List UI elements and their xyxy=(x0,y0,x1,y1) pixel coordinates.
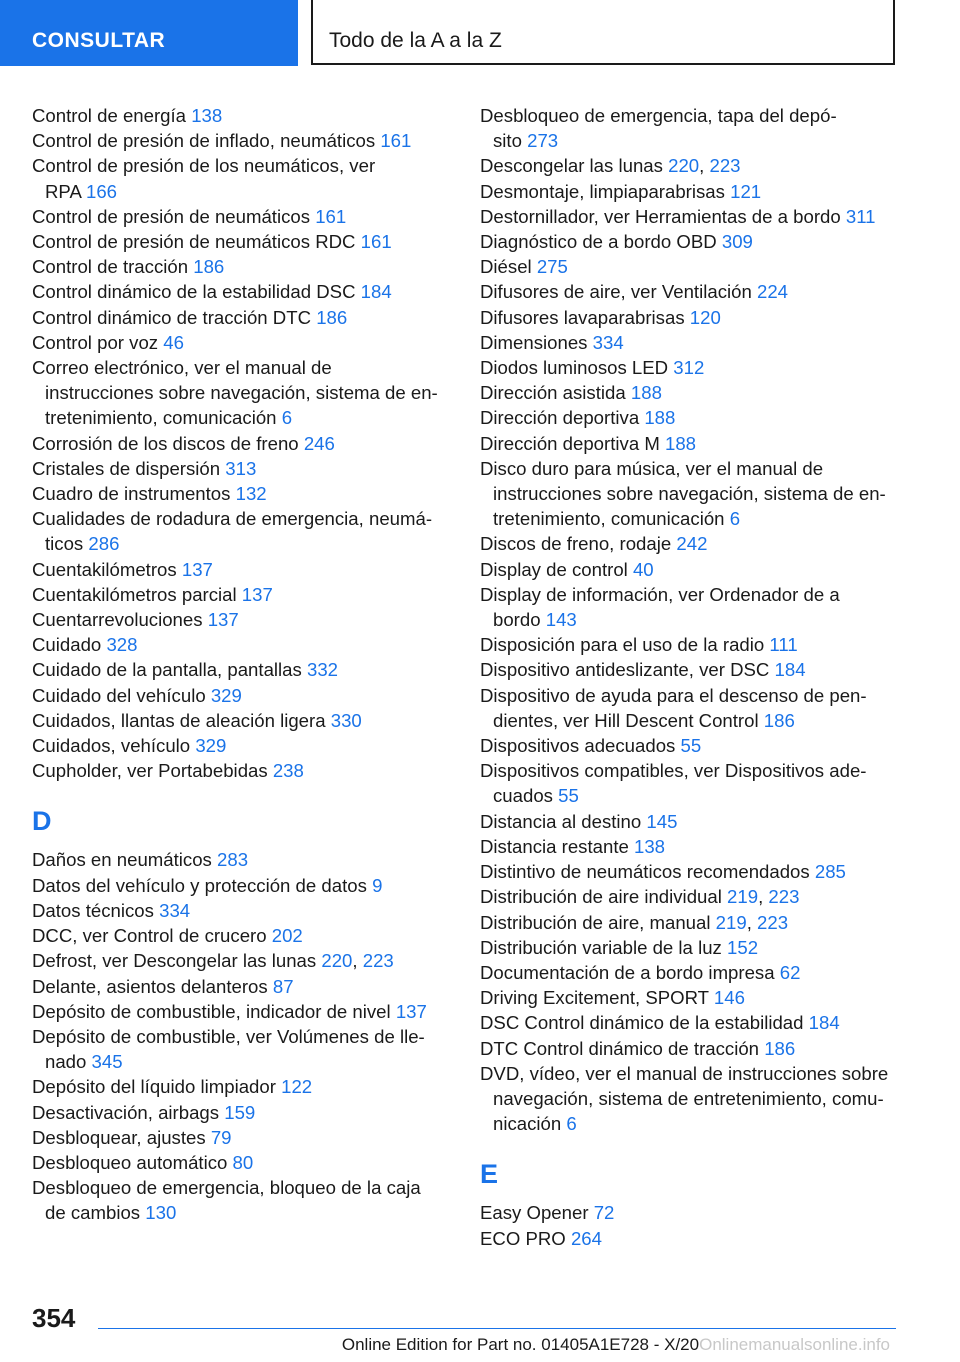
entry-text: Cuidado del vehículo xyxy=(32,684,206,706)
entry-text: Display de información, ver Ordenador de a xyxy=(480,583,840,605)
index-entry xyxy=(32,898,452,923)
page-link[interactable]: 329 xyxy=(195,735,227,757)
page-link[interactable]: 62 xyxy=(779,961,801,983)
index-entry: Distribución de aire, manual 219, 223 xyxy=(480,911,789,933)
index-entry xyxy=(32,847,452,872)
entry-text: RPA xyxy=(45,180,81,202)
entry-text: Cuentarrevoluciones xyxy=(32,609,203,631)
entry-text: ticos xyxy=(45,533,84,555)
entry-text: Dispositivo de ayuda para el descenso de pen- xyxy=(480,684,867,706)
page-link[interactable]: 329 xyxy=(210,684,242,706)
entry-text: Datos del vehículo y protección de datos xyxy=(32,874,367,896)
entry-text: Depósito de combustible, indicador de nivel xyxy=(32,1000,391,1022)
index-entry xyxy=(480,103,900,153)
index-entry: Distribución de aire individual 219, 223 xyxy=(480,886,800,908)
entry-text: Control dinámico de la estabilidad DSC xyxy=(32,281,356,303)
entry-text: Display de control xyxy=(480,558,628,580)
index-entry xyxy=(480,279,900,304)
index-entry xyxy=(480,582,900,632)
page-link[interactable]: 184 xyxy=(360,281,392,303)
index-entry xyxy=(32,229,452,254)
entry-text: DCC, ver Control de crucero xyxy=(32,925,267,947)
entry-text: Delante, asientos delanteros xyxy=(32,975,268,997)
page-link[interactable]: 186 xyxy=(763,709,795,731)
entry-text: Driving Excitement, SPORT xyxy=(480,987,709,1009)
page-link[interactable]: 166 xyxy=(86,180,118,202)
entry-text: Easy Opener xyxy=(480,1202,589,1224)
page-link[interactable]: 188 xyxy=(664,432,697,454)
index-entry xyxy=(480,809,900,834)
entry-text: Dimensiones xyxy=(480,331,588,353)
index-entry xyxy=(32,456,452,481)
page-link[interactable]: 186 xyxy=(316,306,348,328)
page-link[interactable]: 286 xyxy=(88,533,120,555)
index-entry xyxy=(480,557,900,582)
page-link[interactable]: 238 xyxy=(272,760,304,782)
page-link[interactable]: 219 xyxy=(727,886,759,908)
index-entry xyxy=(32,279,452,304)
entry-text: Cuadro de instrumentos xyxy=(32,483,231,505)
index-entry xyxy=(480,657,900,682)
entry-text: Cualidades de rodadura de emergencia, neumá- xyxy=(32,508,433,530)
index-entry xyxy=(480,204,900,229)
entry-text: navegación, sistema de entretenimiento, comu- xyxy=(493,1087,884,1109)
entry-text: Cuidados, llantas de aleación ligera xyxy=(32,709,326,731)
entry-text: bordo xyxy=(493,609,541,631)
page-link[interactable]: 121 xyxy=(730,180,762,202)
index-entry xyxy=(32,1175,452,1225)
entry-text: Dirección deportiva xyxy=(480,407,640,429)
page-link[interactable]: 275 xyxy=(536,256,568,278)
page-link[interactable]: 132 xyxy=(235,483,267,505)
page-link[interactable]: 111 xyxy=(769,634,798,656)
page-link[interactable]: 137 xyxy=(395,1000,427,1022)
entry-text: Distancia al destino xyxy=(480,810,642,832)
page-link[interactable]: 137 xyxy=(181,558,213,580)
page-link[interactable]: 161 xyxy=(315,205,347,227)
entry-text: Control de presión de neumáticos RDC xyxy=(32,231,356,253)
page-link[interactable]: 223 xyxy=(768,886,800,908)
entry-text: Desbloqueo automático xyxy=(32,1151,228,1173)
entry-text: DSC Control dinámico de la estabilidad xyxy=(480,1012,804,1034)
index-entry xyxy=(32,1024,452,1074)
page-link[interactable]: 223 xyxy=(709,155,741,177)
entry-text: Control dinámico de tracción DTC xyxy=(32,306,312,328)
page-link[interactable]: 220 xyxy=(668,155,700,177)
entry-text: Cuidados, vehículo xyxy=(32,735,191,757)
page-link[interactable]: 309 xyxy=(721,231,753,253)
page-link[interactable]: 79 xyxy=(210,1126,232,1148)
index-entry xyxy=(32,1074,452,1099)
page-link[interactable]: 161 xyxy=(380,130,412,152)
entry-text: ECO PRO xyxy=(480,1227,566,1249)
entry-text: Diésel xyxy=(480,256,532,278)
index-entry xyxy=(32,481,452,506)
page-link[interactable]: 188 xyxy=(630,382,662,404)
entry-text: instrucciones sobre navegación, sistema de en- xyxy=(45,382,438,404)
page-link[interactable]: 55 xyxy=(558,785,579,807)
page-link[interactable]: 137 xyxy=(207,609,239,631)
page-link[interactable]: 332 xyxy=(306,659,339,681)
index-entry xyxy=(32,330,452,355)
page-link[interactable]: 9 xyxy=(372,874,383,896)
index-entry xyxy=(480,834,900,859)
entry-text: Dispositivo antideslizante, ver DSC xyxy=(480,659,770,681)
entry-text: Depósito del líquido limpiador xyxy=(32,1076,276,1098)
index-entry xyxy=(480,179,900,204)
page-link[interactable]: 72 xyxy=(593,1202,615,1224)
page-link[interactable]: 40 xyxy=(632,558,654,580)
page-header xyxy=(0,0,960,66)
page-link[interactable]: 143 xyxy=(545,609,577,631)
entry-text: Diagnóstico de a bordo OBD xyxy=(480,231,717,253)
page-link[interactable]: 6 xyxy=(281,407,293,429)
entry-text: DTC Control dinámico de tracción xyxy=(480,1037,760,1059)
entry-text: Correo electrónico, ver el manual de xyxy=(32,357,332,379)
page-link[interactable]: 283 xyxy=(217,849,249,871)
index-entry xyxy=(32,999,452,1024)
page-link[interactable]: 6 xyxy=(566,1113,577,1135)
page-link[interactable]: 184 xyxy=(774,659,806,681)
entry-text: Desactivación, airbags xyxy=(32,1101,220,1123)
entry-text: Cuentakilómetros parcial xyxy=(32,583,237,605)
entry-text: Distribución de aire, manual xyxy=(480,911,711,933)
index-entry xyxy=(32,657,452,682)
index-entry xyxy=(32,254,452,279)
page-link[interactable]: 219 xyxy=(715,911,747,933)
index-entry xyxy=(480,531,900,556)
entry-text: Dispositivos compatibles, ver Dispositivos ade- xyxy=(480,760,867,782)
page-link[interactable]: 6 xyxy=(729,508,741,530)
page-link[interactable]: 224 xyxy=(757,281,789,303)
entry-text: Distintivo de neumáticos recomendados xyxy=(480,861,810,883)
index-entry xyxy=(32,355,452,431)
index-entry xyxy=(32,1125,452,1150)
entry-text: Dispositivos adecuados xyxy=(480,735,676,757)
index-entry xyxy=(480,330,900,355)
index-entry xyxy=(480,305,900,330)
entry-text: DVD, vídeo, ver el manual de instrucciones sobre xyxy=(480,1062,889,1084)
entry-text: Diodos luminosos LED xyxy=(480,357,669,379)
index-entry xyxy=(32,873,452,898)
page-link[interactable]: 120 xyxy=(689,306,721,328)
page-link[interactable]: 223 xyxy=(757,911,789,933)
index-entry xyxy=(32,153,452,203)
letter-heading: D xyxy=(32,806,52,837)
entry-text: Desbloqueo de emergencia, bloqueo de la caja xyxy=(32,1177,421,1199)
entry-text: Control de energía xyxy=(32,105,187,126)
page-link[interactable]: 273 xyxy=(527,130,559,152)
page-link[interactable]: 80 xyxy=(232,1151,254,1173)
page-link[interactable]: 223 xyxy=(362,950,394,972)
page-link[interactable]: 311 xyxy=(845,205,876,227)
entry-text: Datos técnicos xyxy=(32,899,154,921)
entry-text: Control de presión de los neumáticos, ver xyxy=(32,155,376,177)
entry-text: Cuentakilómetros xyxy=(32,558,177,580)
entry-text: Discos de freno, rodaje xyxy=(480,533,672,555)
index-entry xyxy=(480,380,900,405)
index-entry xyxy=(32,683,452,708)
index-entry xyxy=(480,683,900,733)
entry-text: Cuidado xyxy=(32,634,102,656)
page-link[interactable]: 138 xyxy=(634,835,666,857)
index-entry xyxy=(480,355,900,380)
entry-text: Desbloquear, ajustes xyxy=(32,1126,206,1148)
entry-text: instrucciones sobre navegación, sistema de en- xyxy=(493,483,886,505)
entry-text: Depósito de combustible, ver Volúmenes de lle- xyxy=(32,1025,425,1047)
index-entry xyxy=(480,1010,900,1035)
chapter-title: Todo de la A a la Z xyxy=(311,0,895,65)
page-link[interactable]: 312 xyxy=(673,357,705,379)
footer-edition xyxy=(342,1333,890,1357)
entry-text: Documentación de a bordo impresa xyxy=(480,961,775,983)
page-link[interactable]: 161 xyxy=(360,231,392,253)
page-link[interactable]: 87 xyxy=(272,975,294,997)
page-link[interactable]: 188 xyxy=(644,407,676,429)
index-entry xyxy=(480,431,900,456)
entry-text: Distribución variable de la luz xyxy=(480,936,722,958)
entry-text: Dirección deportiva M xyxy=(480,432,660,454)
entry-text: Corrosión de los discos de freno xyxy=(32,432,299,454)
index-column-left xyxy=(32,103,452,1226)
page-link[interactable]: 55 xyxy=(680,735,702,757)
page-link[interactable]: 264 xyxy=(570,1227,602,1249)
index-entry xyxy=(32,974,452,999)
index-entry xyxy=(32,708,452,733)
page-link[interactable]: 328 xyxy=(106,634,138,656)
page-link[interactable]: 186 xyxy=(193,256,225,278)
section-tab[interactable]: CONSULTAR xyxy=(0,0,298,66)
entry-text: Descongelar las lunas xyxy=(480,155,663,177)
index-entry xyxy=(480,1036,900,1061)
entry-text: sito xyxy=(493,130,522,152)
index-entry xyxy=(32,923,452,948)
entry-text: Destornillador, ver Herramientas de a bordo xyxy=(480,205,841,227)
index-entry xyxy=(480,733,900,758)
page-link[interactable]: 145 xyxy=(646,810,678,832)
entry-text: Disposición para el uso de la radio xyxy=(480,634,765,656)
entry-text: Control de presión de neumáticos xyxy=(32,205,311,227)
entry-text: cuados xyxy=(493,785,553,807)
page-link[interactable]: 46 xyxy=(163,331,184,353)
page-link[interactable]: 184 xyxy=(808,1012,840,1034)
index-entry xyxy=(480,935,900,960)
entry-text: Control de presión de inflado, neumáticos xyxy=(32,130,376,152)
index-entry xyxy=(480,859,900,884)
page-link[interactable]: 137 xyxy=(241,583,273,605)
entry-text: Cristales de dispersión xyxy=(32,457,221,479)
index-entry: Defrost, ver Descongelar las lunas 220, 223 xyxy=(32,950,394,972)
index-entry xyxy=(480,960,900,985)
index-entry xyxy=(32,733,452,758)
entry-text: Difusores lavaparabrisas xyxy=(480,306,685,328)
index-entry xyxy=(32,758,452,783)
entry-text: nicación xyxy=(493,1113,562,1135)
index-entry xyxy=(32,305,452,330)
footer-divider xyxy=(98,1328,896,1329)
index-entry xyxy=(480,632,900,657)
letter-heading: E xyxy=(480,1159,499,1190)
index-entry xyxy=(480,1200,900,1225)
index-entry xyxy=(480,985,900,1010)
index-entry xyxy=(32,632,452,657)
entry-text: tretenimiento, comunicación xyxy=(45,407,277,429)
entry-text: nado xyxy=(45,1051,87,1073)
page-link[interactable]: 202 xyxy=(271,925,303,947)
page-link[interactable]: 122 xyxy=(281,1076,313,1098)
entry-text: Distancia restante xyxy=(480,835,629,857)
entry-text: Cupholder, ver Portabebidas xyxy=(32,760,268,782)
entry-text: Desmontaje, limpiaparabrisas xyxy=(480,180,725,202)
page-link[interactable]: 334 xyxy=(592,331,624,353)
page-link[interactable]: 159 xyxy=(224,1101,256,1123)
index-entry xyxy=(480,1061,900,1137)
index-entry xyxy=(32,607,452,632)
entry-text: Control de tracción xyxy=(32,256,189,278)
entry-text: Desbloqueo de emergencia, tapa del depó- xyxy=(480,105,837,126)
index-entry xyxy=(32,204,452,229)
index-entry xyxy=(32,1100,452,1125)
index-entry xyxy=(32,582,452,607)
entry-text: Dirección asistida xyxy=(480,382,626,404)
index-entry xyxy=(32,103,452,128)
page-link[interactable]: 246 xyxy=(303,432,335,454)
entry-text: Cuidado de la pantalla, pantallas xyxy=(32,659,302,681)
entry-text: Difusores de aire, ver Ventilación xyxy=(480,281,752,303)
entry-text: de cambios xyxy=(45,1202,141,1224)
index-entry xyxy=(32,506,452,556)
watermark-text: Onlinemanualsonline.info xyxy=(699,1335,890,1354)
index-entry xyxy=(32,431,452,456)
page-link[interactable]: 334 xyxy=(159,899,191,921)
entry-text: Distribución de aire individual xyxy=(480,886,722,908)
page-number: 354 xyxy=(32,1303,76,1333)
index-entry xyxy=(480,456,900,532)
page-link[interactable]: 345 xyxy=(91,1051,123,1073)
index-entry xyxy=(480,229,900,254)
index-entry xyxy=(32,1150,452,1175)
entry-text: Defrost, ver Descongelar las lunas xyxy=(32,950,317,972)
page-link[interactable]: 330 xyxy=(330,709,362,731)
index-column-right xyxy=(480,103,900,1251)
page-link[interactable]: 138 xyxy=(191,105,223,126)
entry-text: Disco duro para música, ver el manual de xyxy=(480,457,824,479)
entry-text: Control por voz xyxy=(32,331,159,353)
index-entry xyxy=(480,254,900,279)
page-link[interactable]: 242 xyxy=(676,533,708,555)
index-entry xyxy=(32,557,452,582)
page-link[interactable]: 146 xyxy=(713,987,745,1009)
page-link[interactable]: 130 xyxy=(145,1202,177,1224)
entry-text: Daños en neumáticos xyxy=(32,849,212,871)
index-entry xyxy=(480,758,900,808)
page-link[interactable]: 186 xyxy=(764,1037,796,1059)
index-entry xyxy=(480,1226,900,1251)
page-link[interactable]: 285 xyxy=(814,861,846,883)
index-entry: Descongelar las lunas 220, 223 xyxy=(480,155,741,177)
entry-text: tretenimiento, comunicación xyxy=(493,508,725,530)
page-link[interactable]: 152 xyxy=(727,936,759,958)
index-entry xyxy=(32,128,452,153)
entry-text: dientes, ver Hill Descent Control xyxy=(493,709,759,731)
page-link[interactable]: 313 xyxy=(225,457,257,479)
edition-text: Online Edition for Part no. 01405A1E728 - X/20 xyxy=(341,1335,700,1354)
page-link[interactable]: 220 xyxy=(321,950,353,972)
index-entry xyxy=(480,405,900,430)
